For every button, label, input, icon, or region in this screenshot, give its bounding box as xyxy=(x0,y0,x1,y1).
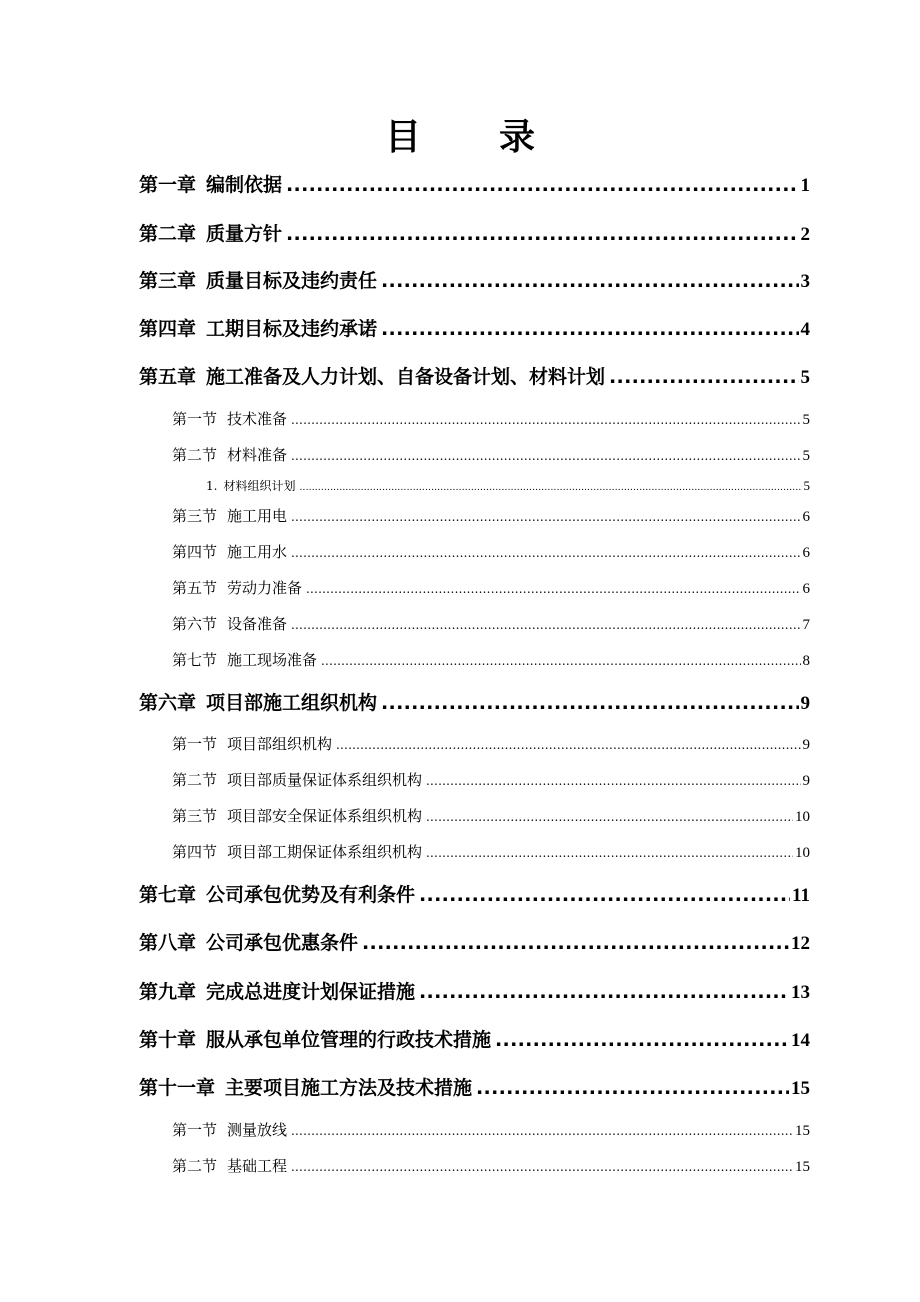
toc-leader-dots xyxy=(286,170,798,200)
toc-page-number: 8 xyxy=(802,653,810,669)
toc-page-number: 5 xyxy=(803,478,810,493)
toc-text: 项目部工期保证体系组织机构 xyxy=(227,843,423,861)
toc-leader-dots xyxy=(306,577,800,600)
toc-section[interactable] xyxy=(172,804,810,828)
toc-section[interactable] xyxy=(172,732,810,756)
toc-text: 项目部质量保证体系组织机构 xyxy=(227,771,423,789)
toc-text: 施工用水 xyxy=(227,543,288,561)
toc-number: 第四章 xyxy=(139,318,197,340)
title-char-right: 录 xyxy=(499,117,536,158)
toc-text: 材料准备 xyxy=(227,446,288,464)
toc-page-number: 6 xyxy=(802,545,810,561)
toc-number: 第四节 xyxy=(172,843,218,861)
toc-text: 劳动力准备 xyxy=(227,579,303,597)
toc-number: 第一节 xyxy=(172,1121,218,1139)
toc-page-number: 6 xyxy=(802,509,810,525)
title-char-left: 目 xyxy=(384,117,421,158)
toc-text: 材料组织计划 xyxy=(223,479,296,493)
toc-page-number: 7 xyxy=(802,617,810,633)
toc-page-number: 9 xyxy=(800,693,810,714)
toc-text: 完成总进度计划保证措施 xyxy=(206,981,416,1003)
toc-text: 基础工程 xyxy=(227,1157,288,1175)
toc-number: 第一节 xyxy=(172,735,218,753)
toc-text: 服从承包单位管理的行政技术措施 xyxy=(206,1029,492,1051)
toc-section[interactable] xyxy=(172,540,810,564)
toc-number: 第三节 xyxy=(172,807,218,825)
toc-chapter-8[interactable] xyxy=(139,928,810,958)
toc-page-number: 2 xyxy=(800,224,810,245)
toc-section[interactable] xyxy=(172,576,810,600)
toc-page-number: 5 xyxy=(802,448,810,464)
toc-text: 质量方针 xyxy=(206,223,283,245)
toc-page-number: 15 xyxy=(791,1078,810,1099)
toc-leader-dots xyxy=(426,769,800,792)
toc-number: 第十一章 xyxy=(139,1077,216,1099)
toc-number: 第二节 xyxy=(172,1157,218,1175)
toc-number: 第十章 xyxy=(139,1029,197,1051)
toc-page-number: 6 xyxy=(802,581,810,597)
toc-text: 施工准备及人力计划、自备设备计划、材料计划 xyxy=(206,366,606,388)
toc-page-number: 4 xyxy=(800,319,810,340)
toc-section[interactable] xyxy=(172,407,810,431)
toc-text: 编制依据 xyxy=(206,174,283,196)
toc-section[interactable] xyxy=(172,504,810,528)
toc-chapter-3[interactable] xyxy=(139,266,810,296)
toc-leader-dots xyxy=(321,649,800,672)
toc-page-number: 1 xyxy=(800,175,810,196)
toc-text: 公司承包优惠条件 xyxy=(206,932,359,954)
toc-text: 施工用电 xyxy=(227,507,288,525)
toc-number: 第五章 xyxy=(139,366,197,388)
toc-leader-dots xyxy=(291,1119,793,1142)
toc-text: 工期目标及违约承诺 xyxy=(206,318,378,340)
toc-page-number: 15 xyxy=(795,1123,810,1139)
toc-text: 设备准备 xyxy=(227,615,288,633)
toc-page-number: 3 xyxy=(800,271,810,292)
toc-section[interactable] xyxy=(172,443,810,467)
toc-leader-dots xyxy=(291,408,800,431)
toc-number: 第七章 xyxy=(139,884,197,906)
toc-page-number: 5 xyxy=(800,367,810,388)
toc-page-number: 10 xyxy=(795,809,810,825)
toc-text: 公司承包优势及有利条件 xyxy=(206,884,416,906)
toc-section[interactable] xyxy=(172,768,810,792)
toc-text: 质量目标及违约责任 xyxy=(206,270,378,292)
toc-leader-dots xyxy=(419,977,789,1007)
toc-page-number: 11 xyxy=(792,885,810,906)
toc-leader-dots xyxy=(362,928,789,958)
toc-leader-dots xyxy=(336,733,800,756)
toc-leader-dots xyxy=(291,613,800,636)
toc-leader-dots xyxy=(291,541,800,564)
toc-chapter-11[interactable] xyxy=(139,1073,810,1103)
toc-number: 第一章 xyxy=(139,174,197,196)
toc-chapter-9[interactable] xyxy=(139,977,810,1007)
toc-leader-dots xyxy=(476,1073,789,1103)
toc-text: 施工现场准备 xyxy=(227,651,318,669)
toc-number: 第六章 xyxy=(139,692,197,714)
toc-leader-dots xyxy=(495,1025,789,1055)
toc-number: 第三节 xyxy=(172,507,218,525)
toc-page-number: 12 xyxy=(791,933,810,954)
toc-number: 第一节 xyxy=(172,410,218,428)
toc-leader-dots xyxy=(381,266,798,296)
toc-leader-dots xyxy=(419,880,790,910)
toc-leader-dots xyxy=(291,1155,793,1178)
toc-leader-dots xyxy=(609,362,798,392)
toc-leader-dots xyxy=(299,478,801,496)
toc-number: 第二节 xyxy=(172,446,218,464)
toc-number: 第八章 xyxy=(139,932,197,954)
toc-text: 项目部组织机构 xyxy=(227,735,333,753)
toc-chapter-1[interactable] xyxy=(139,170,810,200)
toc-chapter-5[interactable] xyxy=(139,362,810,392)
toc-section[interactable] xyxy=(172,840,810,864)
toc-leader-dots xyxy=(291,444,800,467)
toc-text: 主要项目施工方法及技术措施 xyxy=(225,1077,473,1099)
toc-leader-dots xyxy=(426,805,793,828)
toc-leader-dots xyxy=(426,841,793,864)
toc-number: 第五节 xyxy=(172,579,218,597)
toc-page-number: 9 xyxy=(802,773,810,789)
toc-section[interactable] xyxy=(172,648,810,672)
toc-page-number: 13 xyxy=(791,982,810,1003)
toc-subsection[interactable] xyxy=(206,476,810,496)
toc-page-number: 14 xyxy=(791,1030,810,1051)
toc-chapter-4[interactable] xyxy=(139,314,810,344)
page-title xyxy=(0,112,920,164)
toc-chapter-7[interactable] xyxy=(139,880,810,910)
toc-page-number: 10 xyxy=(795,845,810,861)
toc-section[interactable] xyxy=(172,612,810,636)
toc-section[interactable] xyxy=(172,1118,810,1142)
toc-number: 第二章 xyxy=(139,223,197,245)
toc-page-number: 5 xyxy=(802,412,810,428)
toc-leader-dots xyxy=(381,314,798,344)
toc-number: 第六节 xyxy=(172,615,218,633)
toc-text: 项目部安全保证体系组织机构 xyxy=(227,807,423,825)
toc-chapter-6[interactable] xyxy=(139,688,810,718)
toc-leader-dots xyxy=(286,219,798,249)
toc-section[interactable] xyxy=(172,1154,810,1178)
toc-leader-dots xyxy=(381,688,798,718)
toc-text: 技术准备 xyxy=(227,410,288,428)
toc-number: 第七节 xyxy=(172,651,218,669)
toc-text: 测量放线 xyxy=(227,1121,288,1139)
toc-chapter-10[interactable] xyxy=(139,1025,810,1055)
toc-page-number: 9 xyxy=(802,737,810,753)
toc-leader-dots xyxy=(291,505,800,528)
toc-number: 第二节 xyxy=(172,771,218,789)
toc-chapter-2[interactable] xyxy=(139,219,810,249)
toc-number: 第三章 xyxy=(139,270,197,292)
toc-page-number: 15 xyxy=(795,1159,810,1175)
toc-number: 第九章 xyxy=(139,981,197,1003)
toc-number: 第四节 xyxy=(172,543,218,561)
toc-number: 1. xyxy=(206,479,218,493)
toc-text: 项目部施工组织机构 xyxy=(206,692,378,714)
